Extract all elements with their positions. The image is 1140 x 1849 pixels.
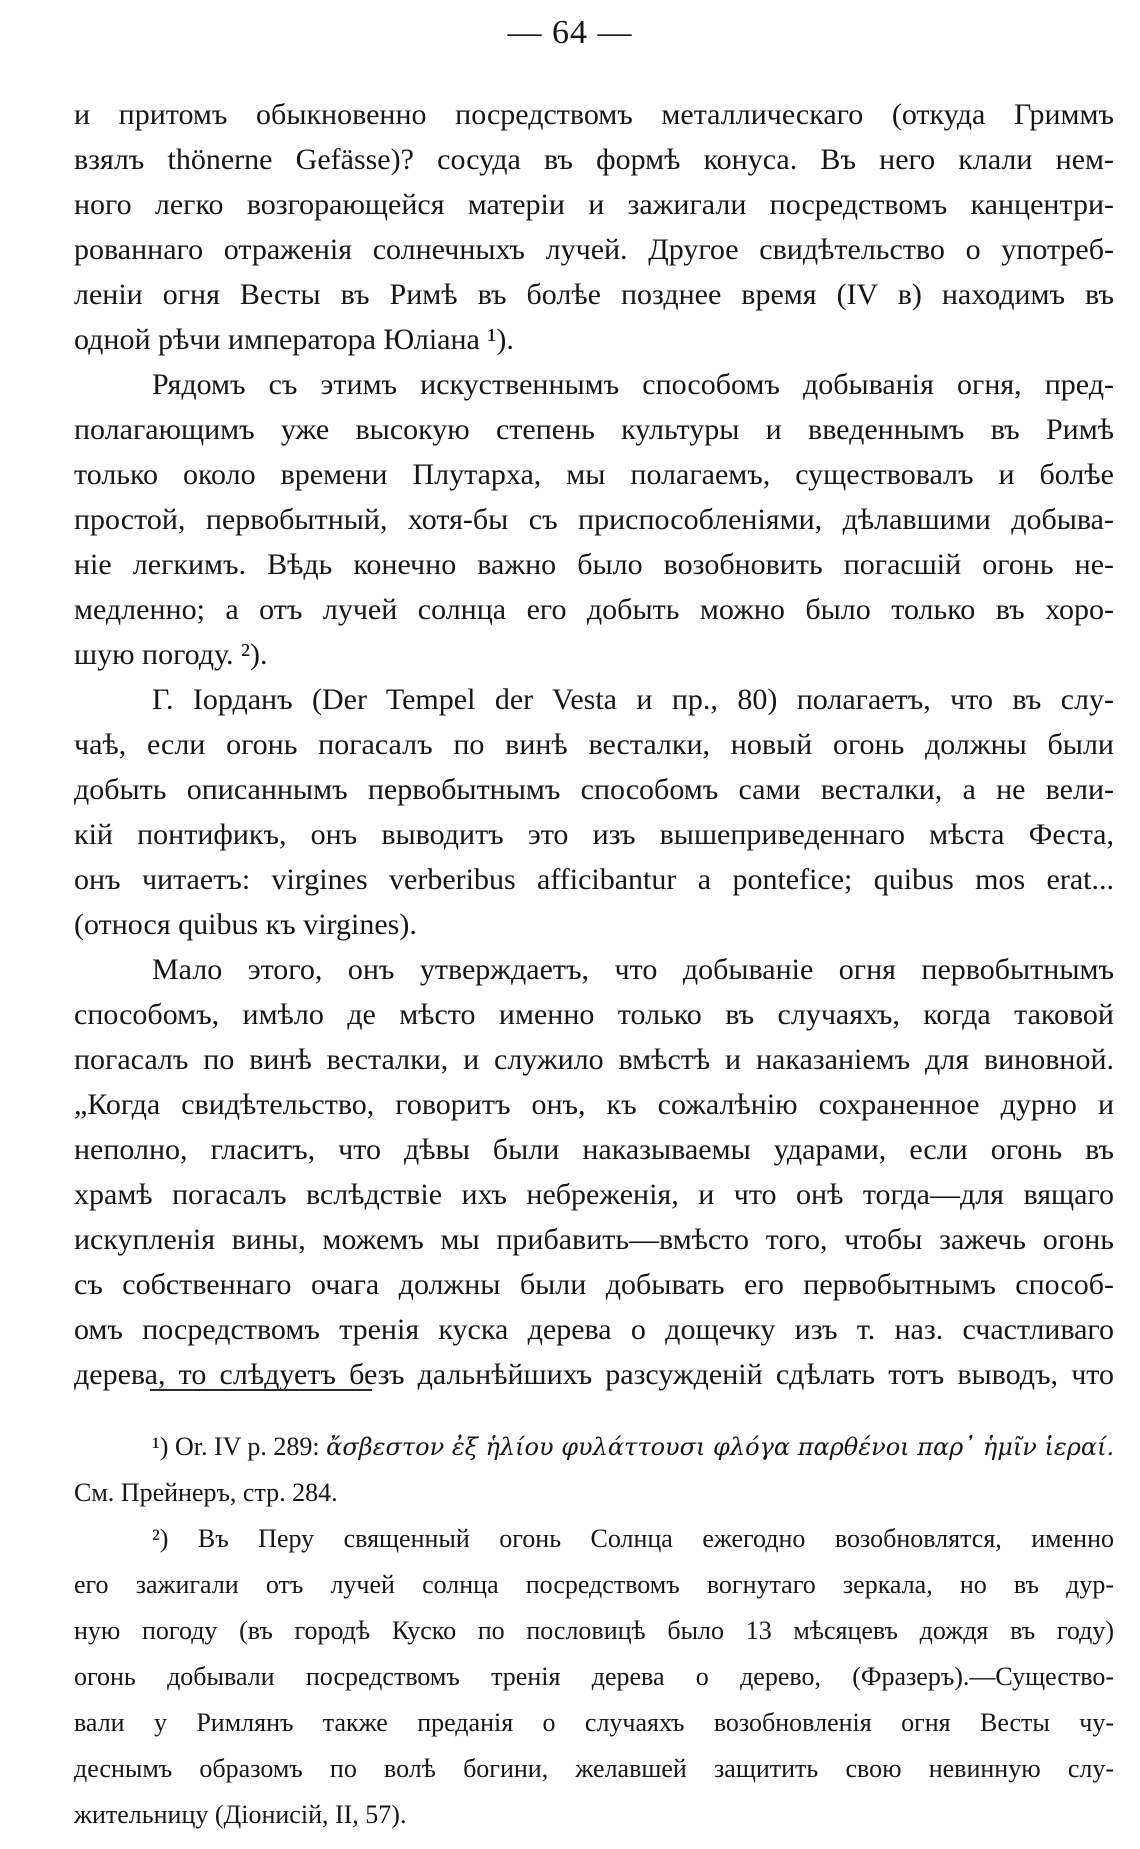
main-text: [74, 92, 1114, 1397]
text-line: кій понтификъ, онъ выводитъ это изъ вышеприведеннаго мѣста Феста,: [74, 818, 1114, 851]
text-line: рованнаго отраженія солнечныхъ лучей. Другое свидѣтельство о употреб-: [74, 233, 1114, 266]
text-line: простой, первобытный, хотя-бы съ приспособленіями, дѣлавшими добыва-: [74, 503, 1114, 536]
paragraph-start-line: Мало этого, онъ утверждаетъ, что добываніе огня первобытнымъ: [152, 953, 1114, 986]
footnote-separator: [150, 1389, 372, 1391]
text-line: дерева, то слѣдуетъ безъ дальнѣйшихъ разсужденій сдѣлать тотъ выводъ, что: [74, 1358, 1114, 1391]
footnote-2-line: огонь добывали посредствомъ тренія дерева о дерево, (Фразеръ).—Существо-: [74, 1662, 1114, 1691]
paragraph-start-line: Рядомъ съ этимъ искуственнымъ способомъ добыванія огня, пред-: [152, 368, 1114, 401]
footnote-2-line: ²) Въ Перу священный огонь Солнца ежегодно возобновлятся, именно: [152, 1524, 1114, 1553]
text-line: храмѣ погасалъ вслѣдствіе ихъ небреженія, и что онѣ тогда—для вящаго: [74, 1178, 1114, 1211]
text-line: неполно, гласитъ, что дѣвы были наказываемы ударами, если огонь въ: [74, 1133, 1114, 1166]
text-line: взялъ thönerne Gefässe)? сосуда въ формѣ конуса. Въ него клали нем-: [74, 143, 1114, 176]
text-line: омъ посредствомъ тренія куска дерева о дощечку изъ т. наз. счастливаго: [74, 1313, 1114, 1346]
paragraph-start-line: Г. Іорданъ (Der Tempel der Vesta и пр., 80) полагаетъ, что въ слу-: [152, 683, 1114, 716]
text-line: ного легко возгорающейся матеріи и зажигали посредствомъ канцентри-: [74, 188, 1114, 221]
footnote-1: [74, 1424, 1114, 1470]
footnote-2-line: ную погоду (въ городѣ Куско по пословицѣ было 13 мѣсяцевъ дождя въ году): [74, 1616, 1114, 1645]
text-line: шую погоду. ²).: [74, 638, 268, 671]
footnote-2-line: его зажигали отъ лучей солнца посредствомъ вогнутаго зеркала, но въ дур-: [74, 1570, 1114, 1599]
footnote-1-greek-quote: ἄσβεστον ἐξ ἡλίου φυλάττουσι φλόγα παρθένοι παρ᾽ ἡμῖν ἱεραί.: [326, 1433, 1114, 1461]
footnote-2-line: вали у Римлянъ также преданія о случаяхъ возобновленія огня Весты чу-: [74, 1708, 1114, 1737]
text-line: леніи огня Весты въ Римѣ въ болѣе позднее время (IV в) находимъ въ: [74, 278, 1114, 311]
text-line: „Когда свидѣтельство, говоритъ онъ, къ сожалѣнію сохраненное дурно и: [74, 1088, 1114, 1121]
text-line: съ собственнаго очага должны были добывать его первобытнымъ способ-: [74, 1268, 1114, 1301]
text-line: и притомъ обыкновенно посредствомъ металлическаго (откуда Гриммъ: [74, 98, 1114, 131]
text-line: ніе легкимъ. Вѣдь конечно важно было возобновить погасшій огонь не-: [74, 548, 1114, 581]
text-line: добыть описаннымъ первобытнымъ способомъ сами весталки, а не вели-: [74, 773, 1114, 806]
text-line: медленно; а отъ лучей солнца его добыть можно было только въ хоро-: [74, 593, 1114, 626]
footnote-1-continuation: См. Прейнеръ, стр. 284.: [74, 1478, 338, 1507]
footnote-2-line: деснымъ образомъ по волѣ богини, желавшей защитить свою невинную слу-: [74, 1754, 1114, 1783]
page-number: — 64 —: [507, 14, 633, 51]
text-line: способомъ, имѣло де мѣсто именно только въ случаяхъ, когда таковой: [74, 998, 1114, 1031]
text-line: онъ читаетъ: virgines verberibus afficibantur a pontefice; quibus mos erat...: [74, 863, 1114, 896]
footnotes: [74, 1424, 1114, 1838]
text-line: искупленія вины, можемъ мы прибавить—вмѣсто того, чтобы зажечь огонь: [74, 1223, 1114, 1256]
text-line: погасалъ по винѣ весталки, и служило вмѣстѣ и наказаніемъ для виновной.: [74, 1043, 1114, 1076]
text-line: только около времени Плутарха, мы полагаемъ, существовалъ и болѣе: [74, 458, 1114, 491]
text-line: одной рѣчи императора Юліана ¹).: [74, 323, 514, 356]
footnote-1-reference: ¹) Or. IV p. 289:: [152, 1432, 327, 1461]
footnote-2-line: жительницу (Діонисій, II, 57).: [74, 1800, 407, 1829]
text-line: чаѣ, если огонь погасалъ по винѣ весталки, новый огонь должны были: [74, 728, 1114, 761]
text-line: (относя quibus къ virgines).: [74, 908, 417, 941]
text-line: полагающимъ уже высокую степень культуры и введеннымъ въ Римѣ: [74, 413, 1114, 446]
